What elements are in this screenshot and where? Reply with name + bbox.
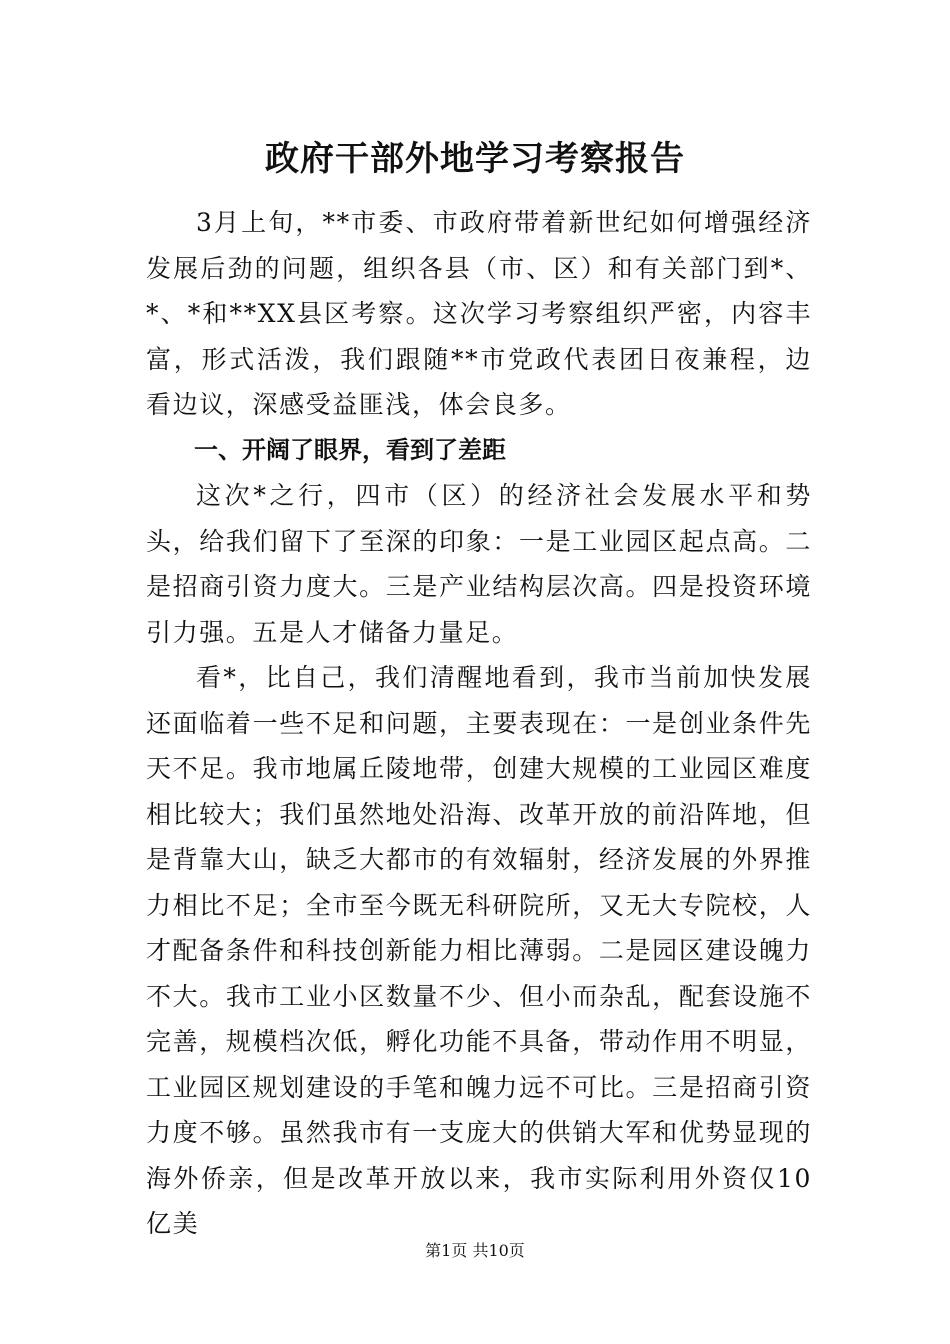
section-paragraph-2: 看*，比自己，我们清醒地看到，我市当前加快发展还面临着一些不足和问题，主要表现在：一是创业条件先天不足。我市地属丘陵地带，创建大规模的工业园区难度相比较大；我们虽然地处沿海、改革开放的前沿阵地，但是背靠大山，缺乏大都市的有效辐射，经济发展的外界推力相比不足；全市至今既无科研院所，又无大专院校，人才配备条件和科技创新能力相比薄弱。二是园区建设魄力不大。我市工业小区数量不少、但小而杂乱，配套设施不完善，规模档次低，孵化功能不具备，带动作用不明显，工业园区规划建设的手笔和魄力远不可比。三是招商引资力度不够。虽然我市有一支庞大的供销大军和优势显现的海外侨亲，但是改革开放以来，我市实际利用外资仅10亿美	[146, 663, 812, 1238]
intro-paragraph: 3月上旬，**市委、市政府带着新世纪如何增强经济发展后劲的问题，组织各县（市、区）和有关部门到*、*、*和**XX县区考察。这次学习考察组织严密，内容丰富，形式活泼，我们跟随**市党政代表团日夜兼程，边看边议，深感受益匪浅，体会良多。	[146, 208, 812, 419]
section-paragraph-1: 这次*之行，四市（区）的经济社会发展水平和势头，给我们留下了至深的印象：一是工业园区起点高。二是招商引资力度大。三是产业结构层次高。四是投资环境引力强。五是人才储备力量足。	[146, 481, 812, 647]
page-footer: 第1页 共10页	[425, 1241, 525, 1260]
document-title: 政府干部外地学习考察报告	[265, 139, 685, 179]
section-heading: 一、开阔了眼界，看到了差距	[194, 435, 506, 464]
document-body	[146, 200, 812, 1247]
